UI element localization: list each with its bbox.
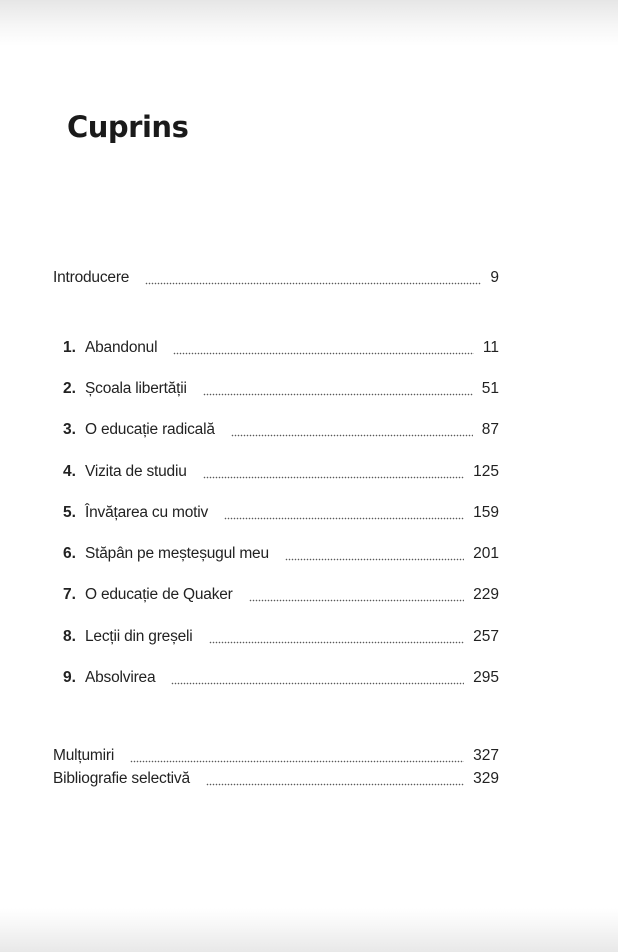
toc-entry-number: 3. (63, 421, 76, 438)
toc-entry-page: 11 (482, 339, 499, 356)
toc-entry-chapter (63, 626, 499, 648)
toc-entry-label: Vizita de studiu (85, 463, 187, 480)
toc-entry-number: 7. (63, 586, 76, 603)
page-title: Cuprins (67, 110, 189, 144)
dot-leader (173, 337, 474, 359)
toc-entry-label: O educație radicală (85, 421, 215, 438)
toc-entry-page: 87 (481, 421, 499, 438)
toc-entry-page: 329 (473, 770, 499, 787)
toc-entry-page: 51 (481, 380, 499, 397)
toc-entry-chapter (63, 584, 499, 606)
toc-entry-chapter (63, 461, 499, 483)
toc-entry-chapter (63, 378, 499, 400)
toc-entry-label: Învățarea cu motiv (85, 504, 209, 521)
toc-entry-label: Stăpân pe meșteșugul meu (85, 545, 269, 562)
page-bottom-shadow (0, 908, 618, 952)
toc-entry-page: 295 (473, 669, 499, 686)
toc-entry-number: 5. (63, 504, 76, 521)
toc-entry-chapter (63, 419, 499, 441)
toc-entry-label: Abandonul (85, 339, 158, 356)
dot-leader (145, 267, 481, 289)
toc-entry-label: Lecții din greșeli (85, 628, 193, 645)
dot-leader (203, 378, 473, 400)
toc-entry-number: 6. (63, 545, 76, 562)
toc-entry-chapter (63, 502, 499, 524)
dot-leader (224, 502, 464, 524)
dot-leader (206, 768, 464, 790)
toc-entry-page: 125 (473, 463, 499, 480)
toc-entry-label: O educație de Quaker (85, 586, 233, 603)
toc-entry-page: 257 (473, 628, 499, 645)
toc-entry-label: Școala libertății (85, 380, 187, 397)
dot-leader (203, 461, 464, 483)
toc-entry-page: 327 (473, 747, 499, 764)
page-top-shadow (0, 0, 618, 46)
toc-entry-intro (53, 267, 499, 289)
toc-entry-label: Introducere (53, 269, 130, 286)
dot-leader (231, 419, 473, 441)
toc-entry-page: 201 (473, 545, 499, 562)
dot-leader (285, 543, 464, 565)
toc-entry-label: Absolvirea (85, 669, 156, 686)
dot-leader (130, 745, 464, 767)
dot-leader (249, 584, 464, 606)
toc-entry-number: 4. (63, 463, 76, 480)
toc-entry-number: 2. (63, 380, 76, 397)
toc-entry-bibliography (53, 768, 499, 790)
toc-entry-acknowledgements (53, 745, 499, 767)
toc-entry-label: Mulțumiri (53, 747, 115, 764)
toc-entry-number: 1. (63, 339, 76, 356)
toc-entry-number: 9. (63, 669, 76, 686)
toc-entry-page: 229 (473, 586, 499, 603)
toc-entry-page: 159 (473, 504, 499, 521)
toc-entry-label: Bibliografie selectivă (53, 770, 190, 787)
toc-entry-number: 8. (63, 628, 76, 645)
toc-entry-chapter (63, 337, 499, 359)
dot-leader (209, 626, 465, 648)
toc-entry-page: 9 (490, 269, 499, 286)
dot-leader (171, 667, 464, 689)
toc-entry-chapter (63, 543, 499, 565)
toc-entry-chapter (63, 667, 499, 689)
